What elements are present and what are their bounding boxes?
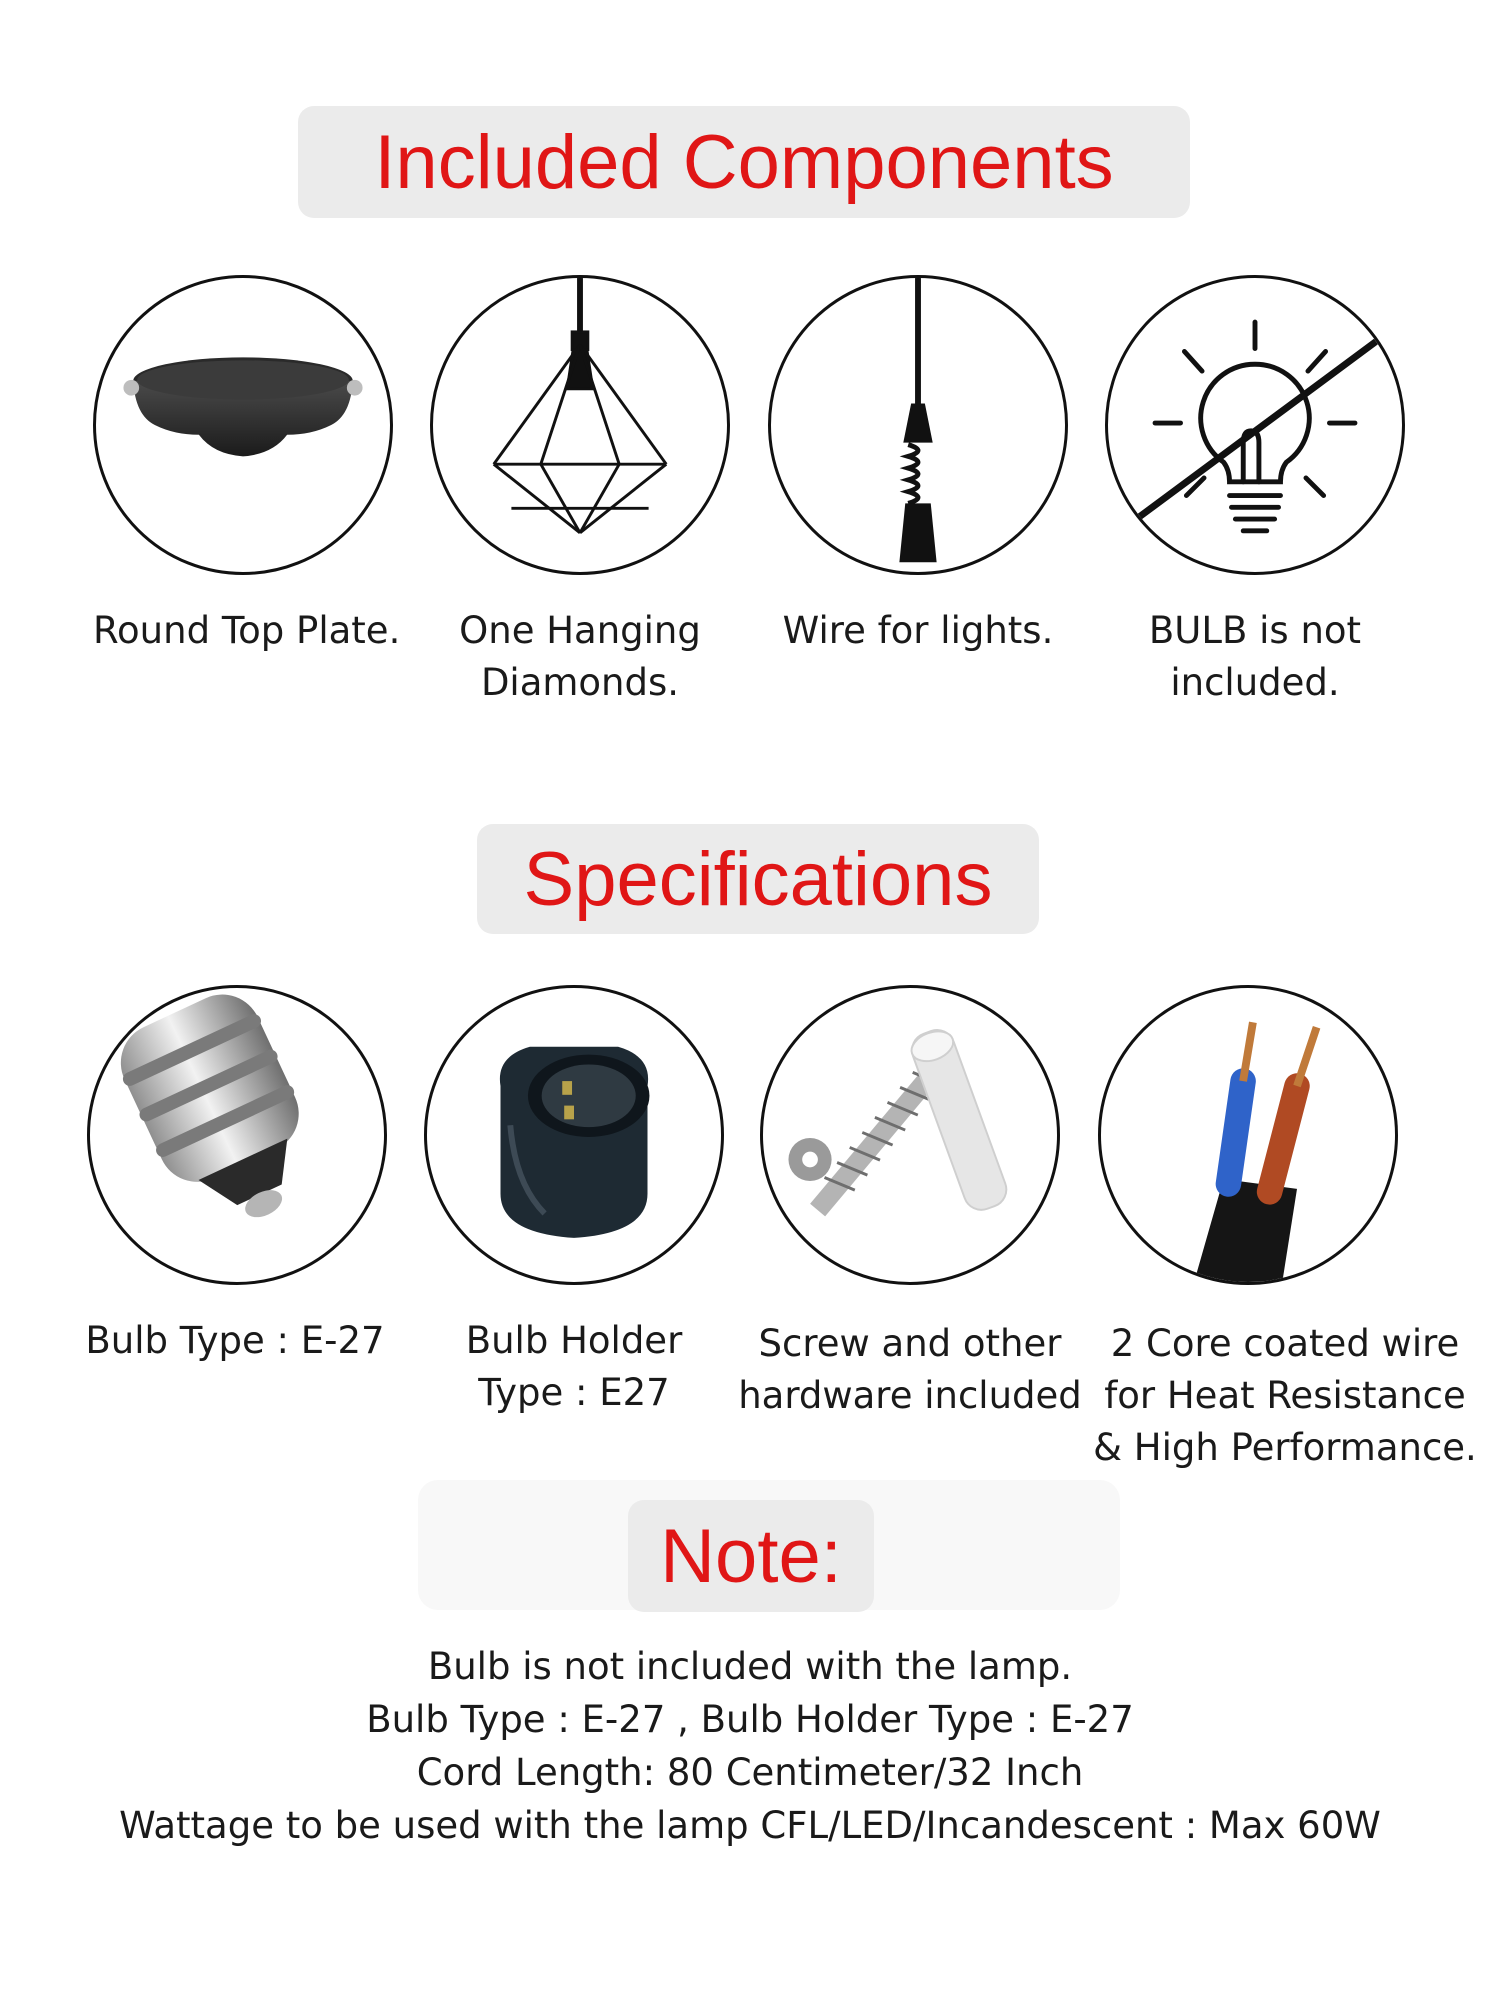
caption-line: Bulb Holder (465, 1319, 683, 1362)
spec-caption-screw (735, 1318, 1085, 1422)
hanging-diamond-cage-icon (433, 278, 727, 572)
component-caption-round-top-plate (93, 605, 401, 657)
note-line: Bulb Type : E-27 , Bulb Holder Type : E-27 (366, 1698, 1134, 1741)
included-components-title: Included Components (374, 119, 1114, 205)
component-bulb-not-included (1105, 275, 1405, 575)
component-round-top-plate (93, 275, 393, 575)
caption-line: hardware included (738, 1374, 1082, 1417)
caption-line: 2 Core coated wire (1110, 1322, 1460, 1365)
caption-line: Screw and other (758, 1322, 1062, 1365)
caption-line: included. (1170, 661, 1340, 704)
component-caption-wire (768, 605, 1068, 657)
screw-hardware-icon (763, 988, 1057, 1282)
spec-bulb-holder (424, 985, 724, 1285)
specifications-heading (477, 824, 1039, 934)
caption-line: Bulb Type : E-27 (85, 1319, 385, 1362)
caption-line: for Heat Resistance (1104, 1374, 1466, 1417)
spec-two-core-wire (1098, 985, 1398, 1285)
round-top-plate-icon (96, 278, 390, 572)
caption-line: Wire for lights. (782, 609, 1054, 652)
component-caption-bulb (1105, 605, 1405, 709)
caption-line: Diamonds. (480, 661, 680, 704)
spec-caption-bulb-type (70, 1315, 400, 1367)
bulb-crossed-icon (1108, 278, 1402, 572)
component-wire (768, 275, 1068, 575)
note-line: Wattage to be used with the lamp CFL/LED/Incandescent : Max 60W (119, 1804, 1381, 1847)
caption-line: Type : E27 (478, 1371, 670, 1414)
spec-caption-bulb-holder (424, 1315, 724, 1419)
included-components-heading (298, 106, 1190, 218)
specifications-title: Specifications (523, 836, 993, 922)
component-caption-hanging-diamond (430, 605, 730, 709)
caption-line: One Hanging (459, 609, 701, 652)
spec-screw-hardware (760, 985, 1060, 1285)
wire-icon (771, 278, 1065, 572)
caption-line: BULB is not (1148, 609, 1362, 652)
caption-line: Round Top Plate. (93, 609, 401, 652)
note-line: Cord Length: 80 Centimeter/32 Inch (416, 1751, 1084, 1794)
bulb-base-icon (90, 988, 384, 1282)
component-hanging-diamond (430, 275, 730, 575)
bulb-holder-icon (427, 988, 721, 1282)
spec-caption-wire (1085, 1318, 1485, 1474)
two-core-wire-icon (1101, 988, 1395, 1282)
note-heading (628, 1500, 874, 1612)
caption-line: & High Performance. (1093, 1426, 1477, 1469)
note-line: Bulb is not included with the lamp. (427, 1645, 1073, 1688)
note-text (0, 1640, 1500, 1852)
note-title: Note: (660, 1513, 842, 1599)
spec-bulb-type (87, 985, 387, 1285)
